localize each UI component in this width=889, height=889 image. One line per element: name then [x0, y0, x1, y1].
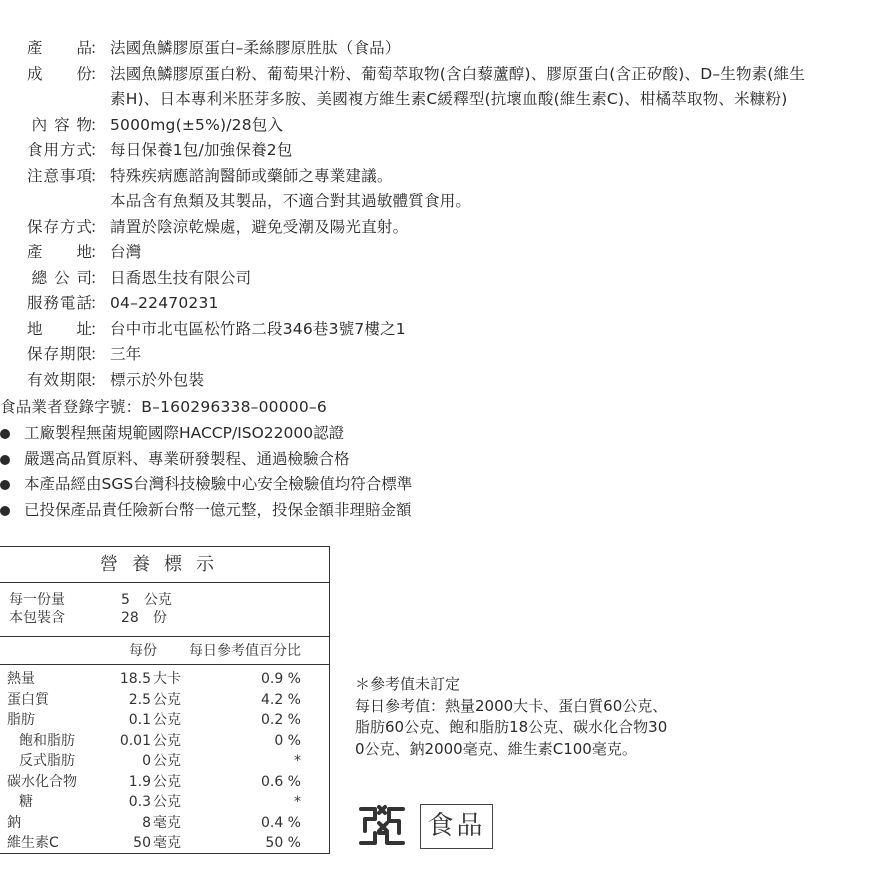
col-daily-value: 每日參考值百分比 — [189, 643, 301, 659]
info-value: 法國魚鱗膠原蛋白粉、葡萄果汁粉、葡萄萃取物(含白藜蘆醇)、膠原蛋白(含正矽酸)、D–生物素(維生 — [110, 64, 806, 83]
nutrient-amount: 0.1 — [128, 712, 151, 728]
info-colon: ： — [90, 64, 106, 83]
nutrient-name: 蛋白質 — [7, 691, 49, 708]
bullet-dot-icon — [0, 455, 10, 465]
nutrient-name: 糖 — [19, 794, 33, 810]
nutrition-rows — [0, 669, 329, 854]
nutrient-amount: 1.9 — [128, 773, 151, 790]
bullet-dot-icon — [0, 480, 10, 490]
nutrition-row — [0, 833, 329, 854]
col-per-serving: 每份 — [129, 643, 157, 659]
registration-number: 食品業者登錄字號：B–160296338–00000–6 — [0, 398, 327, 416]
info-label: 保存方式 — [26, 217, 93, 236]
nutrient-daily-value: 0.6 % — [260, 773, 301, 790]
info-row — [0, 368, 889, 394]
nutrition-row — [0, 813, 329, 834]
info-row — [0, 113, 889, 139]
nutrient-daily-value: 0.4 % — [260, 814, 301, 831]
info-colon: ： — [90, 166, 106, 185]
info-label: 保存期限 — [26, 345, 93, 363]
info-value: 法國魚鱗膠原蛋白–柔絲膠原胜肽（食品） — [110, 39, 401, 57]
package-value: 28 份 — [121, 610, 167, 626]
info-colon: ： — [90, 370, 106, 389]
info-label: 內 容 物 — [31, 115, 93, 134]
info-label: 有效期限 — [26, 370, 93, 389]
info-row — [0, 317, 889, 343]
info-row — [0, 215, 889, 241]
nutrient-name: 反式脂肪 — [19, 753, 75, 769]
food-label-box: 食品 — [420, 804, 493, 849]
serving-value: 5 公克 — [121, 592, 172, 608]
info-row — [0, 240, 889, 266]
feature-text: 本產品經由SGS台灣科技檢驗中心安全檢驗值均符合標準 — [24, 475, 413, 493]
nutrient-name: 脂肪 — [7, 712, 35, 728]
info-colon: ： — [90, 243, 106, 261]
bullet-dot-icon — [0, 506, 10, 516]
info-label: 成 份 — [26, 64, 93, 83]
nutrition-row — [0, 751, 329, 772]
info-value: 5000mg(±5%)/28包入 — [110, 115, 284, 134]
nutrient-name: 鈉 — [7, 814, 21, 831]
info-row — [0, 266, 889, 292]
nutrient-unit: 大卡 — [153, 671, 181, 687]
info-label: 產 品 — [26, 39, 93, 57]
reference-note — [355, 674, 667, 760]
product-info — [0, 36, 889, 421]
bullet-dot-icon — [0, 429, 10, 439]
nutrient-amount: 0.01 — [119, 732, 151, 749]
nutrition-row — [0, 710, 329, 731]
nutrient-unit: 毫克 — [153, 835, 181, 851]
nutrient-amount: 18.5 — [119, 671, 151, 687]
info-value: 台灣 — [110, 243, 142, 261]
nutrient-unit: 公克 — [153, 794, 181, 810]
reference-asterisk-note: ＊參考值未訂定 — [355, 675, 461, 693]
nutrition-column-header — [0, 637, 329, 665]
info-row — [0, 189, 889, 215]
info-value: 請置於陰涼乾燥處，避免受潮及陽光直射。 — [110, 217, 409, 236]
nutrient-daily-value: 0 % — [274, 732, 301, 749]
info-value: 素H)、日本專利米胚芽多胺、美國複方維生素C緩釋型(抗壞血酸(維生素C)、柑橘萃取物、米糠粉) — [110, 90, 788, 108]
nutrient-daily-value: 0.9 % — [260, 671, 301, 687]
nutrient-name: 維生素C — [7, 835, 59, 851]
nutrient-unit: 公克 — [153, 732, 181, 749]
nutrient-amount: 50 — [133, 835, 151, 851]
info-colon: ： — [90, 115, 106, 134]
nutrient-unit: 毫克 — [153, 814, 181, 831]
info-value: 本品含有魚類及其製品，不適合對其過敏體質食用。 — [110, 192, 472, 210]
feature-text: 已投保產品責任險新台幣一億元整，投保金額非理賠金額 — [24, 500, 412, 519]
info-value: 台中市北屯區松竹路二段346巷3號7樓之1 — [110, 319, 406, 338]
nutrient-name: 熱量 — [7, 671, 35, 687]
nutrient-daily-value: 50 % — [265, 835, 301, 851]
info-label: 產 地 — [26, 243, 93, 261]
feature-text: 嚴選高品質原料、專業研發製程、通過檢驗合格 — [24, 449, 350, 468]
nutrition-title: 營養標示 — [0, 547, 329, 583]
nutrient-unit: 公克 — [153, 691, 181, 708]
info-label: 總 公 司 — [31, 268, 93, 287]
info-value: 特殊疾病應諮詢醫師或藥師之專業建議。 — [110, 166, 393, 185]
nutrition-table — [0, 546, 330, 854]
nutrition-row — [0, 690, 329, 711]
info-label: 服務電話 — [26, 294, 93, 312]
info-label: 食用方式 — [26, 141, 93, 159]
info-row — [0, 36, 889, 62]
info-row — [0, 291, 889, 317]
nutrient-unit: 公克 — [153, 773, 181, 790]
nutrient-unit: 公克 — [153, 712, 181, 728]
reference-line: 脂肪60公克、飽和脂肪18公克、碳水化合物30 — [355, 718, 668, 736]
nutrient-name: 飽和脂肪 — [19, 732, 75, 749]
info-row — [0, 138, 889, 164]
nutrition-row — [0, 772, 329, 793]
info-row — [0, 164, 889, 190]
nutrient-amount: 2.5 — [128, 691, 151, 708]
info-label: 地 址 — [26, 319, 93, 338]
info-value: 標示於外包裝 — [110, 370, 205, 389]
nutrient-unit: 公克 — [153, 753, 181, 769]
info-colon: ： — [90, 268, 106, 287]
info-row — [0, 62, 889, 88]
nutrient-daily-value: 4.2 % — [260, 691, 301, 708]
registration-row — [0, 395, 889, 421]
nutrient-amount: 0 — [142, 753, 151, 769]
info-colon: ： — [90, 39, 106, 57]
info-colon: ： — [90, 141, 106, 159]
serving-label: 每一份量 — [9, 592, 65, 608]
recycle-mark-icon — [357, 803, 407, 849]
nutrition-row — [0, 731, 329, 752]
info-value: 三年 — [110, 345, 142, 363]
reference-line: 每日參考值：熱量2000大卡、蛋白質60公克、 — [355, 696, 668, 715]
serving-info — [0, 583, 329, 637]
info-row — [0, 342, 889, 368]
nutrient-name: 碳水化合物 — [7, 773, 77, 790]
info-colon: ： — [90, 217, 106, 236]
nutrition-row — [0, 669, 329, 690]
nutrient-amount: 0.3 — [128, 794, 151, 810]
nutrition-row — [0, 792, 329, 813]
nutrient-daily-value: * — [294, 794, 301, 810]
info-value: 04–22470231 — [110, 294, 219, 312]
nutrient-amount: 8 — [142, 814, 151, 831]
info-label: 注意事項 — [26, 166, 93, 185]
nutrient-daily-value: 0.2 % — [260, 712, 301, 728]
package-label: 本包裝含 — [9, 610, 65, 626]
info-colon: ： — [90, 319, 106, 338]
info-value: 日喬恩生技有限公司 — [110, 268, 252, 287]
reference-line: 0公克、鈉2000毫克、維生素C100毫克。 — [355, 739, 637, 758]
feature-text: 工廠製程無菌規範國際HACCP/ISO22000認證 — [24, 424, 345, 442]
info-value: 每日保養1包/加強保養2包 — [110, 141, 293, 159]
info-colon: ： — [90, 345, 106, 363]
nutrient-daily-value: * — [294, 753, 301, 769]
info-row — [0, 87, 889, 113]
info-colon: ： — [90, 294, 106, 312]
